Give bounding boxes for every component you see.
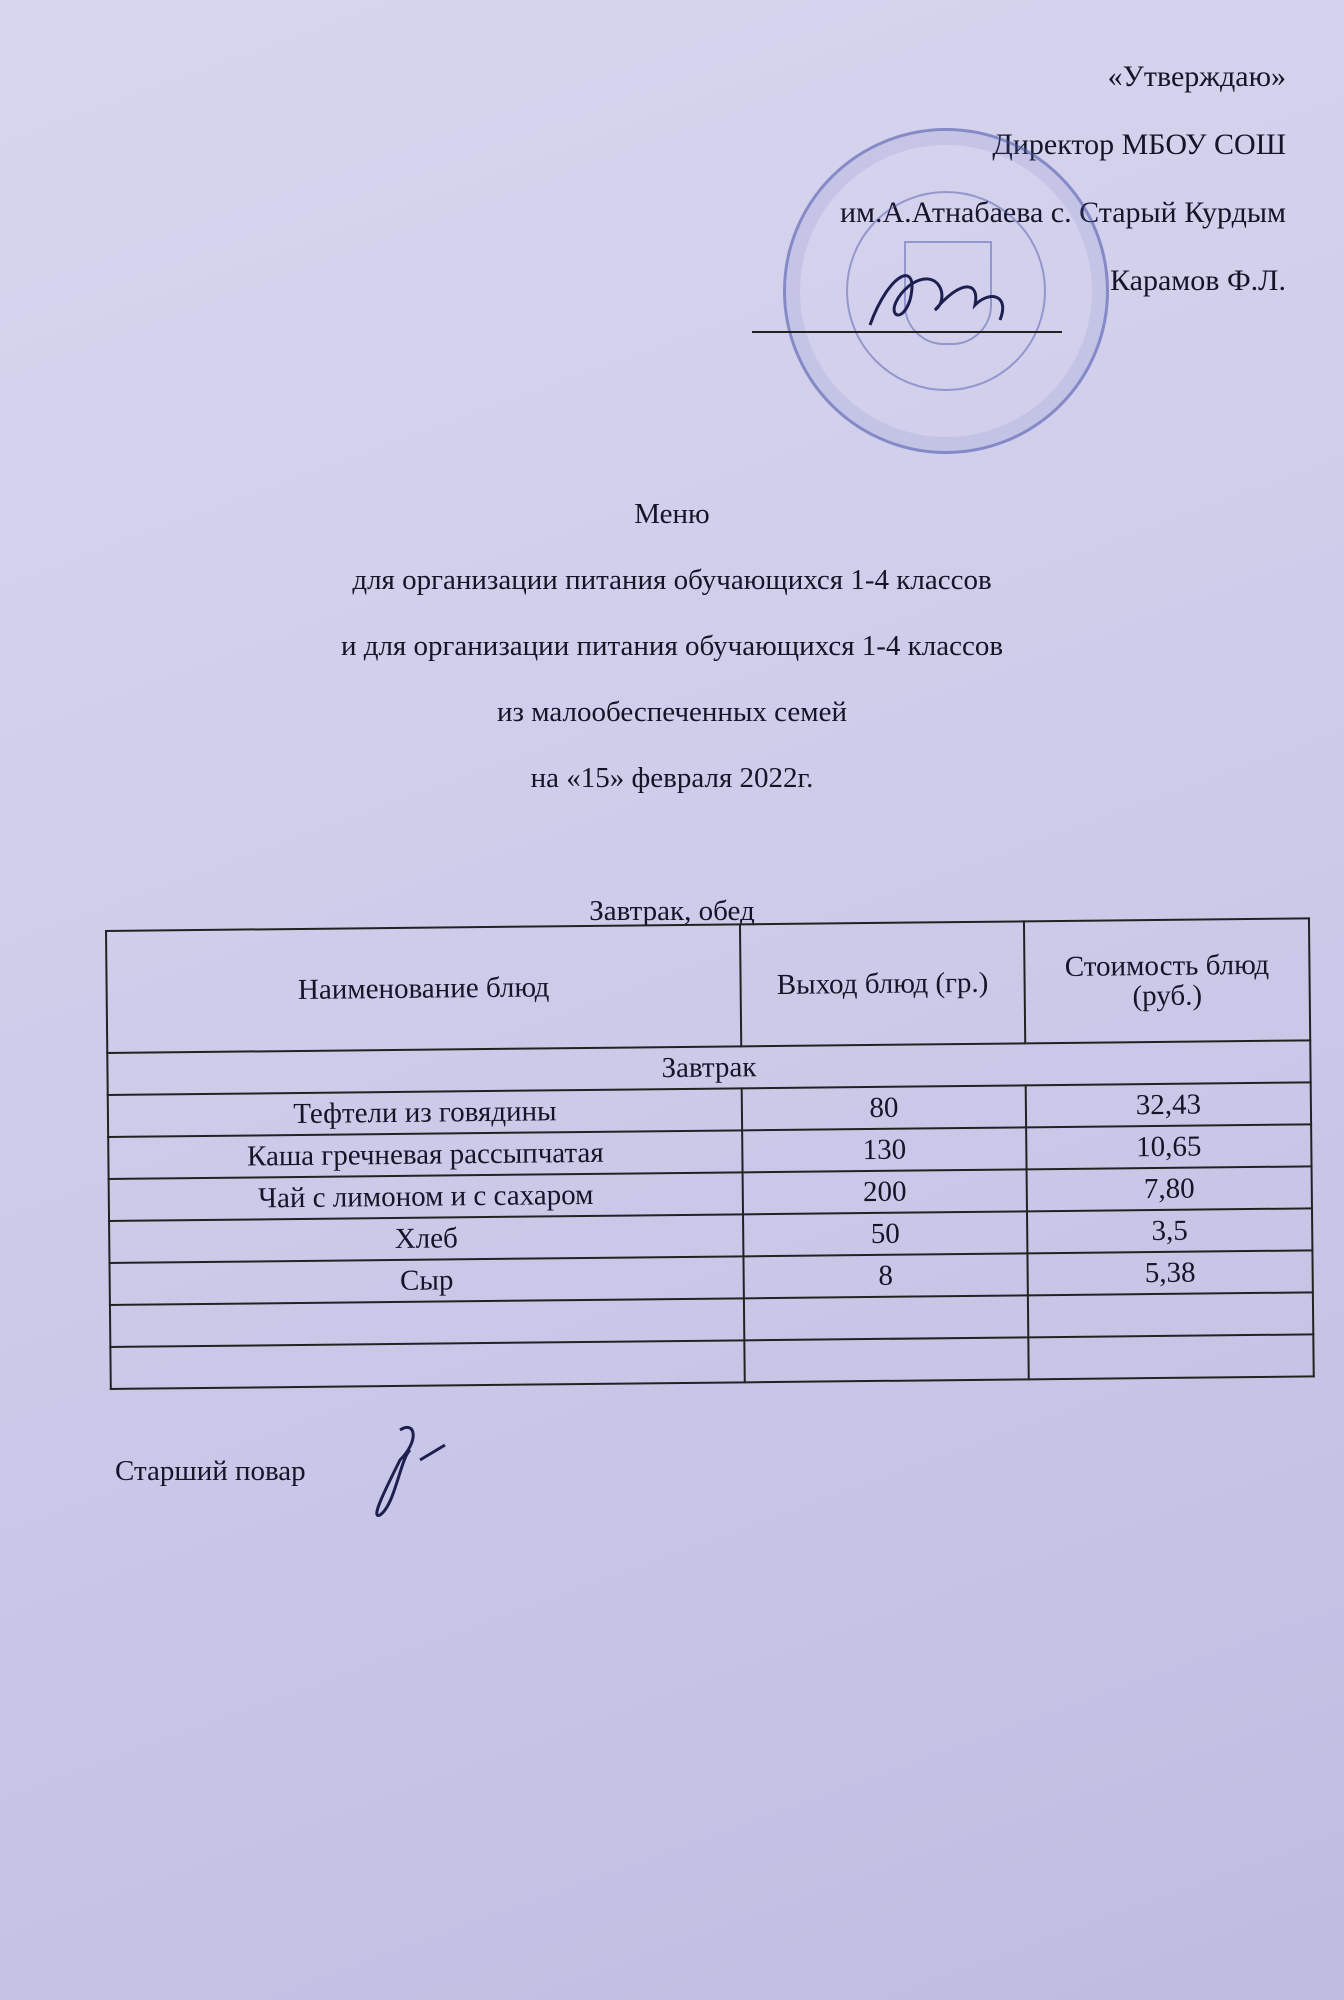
dish-weight xyxy=(744,1337,1028,1382)
dish-cost: 5,38 xyxy=(1027,1250,1312,1295)
dish-weight: 50 xyxy=(743,1211,1027,1256)
menu-table xyxy=(105,917,1315,1390)
dish-cost: 7,80 xyxy=(1027,1166,1312,1211)
dish-name: Хлеб xyxy=(109,1214,743,1263)
header-dish: Наименование блюд xyxy=(106,924,741,1053)
dish-cost xyxy=(1028,1334,1313,1379)
table-header-row xyxy=(106,918,1310,1053)
meal-type: Завтрак, обед xyxy=(589,895,755,927)
dish-weight: 200 xyxy=(743,1169,1027,1214)
cook-label: Старший повар xyxy=(115,1455,306,1487)
approval-name: Карамов Ф.Л. xyxy=(1110,264,1286,297)
dish-cost: 3,5 xyxy=(1027,1208,1312,1253)
dish-name: Чай с лимоном и с сахаром xyxy=(109,1172,743,1221)
document-title xyxy=(0,500,1344,830)
title-line: для организации питания обучающихся 1-4 классов xyxy=(352,564,992,596)
dish-weight: 8 xyxy=(743,1253,1027,1298)
dish-name: Тефтели из говядины xyxy=(108,1088,742,1137)
dish-cost: 10,65 xyxy=(1026,1124,1311,1169)
title-line: и для организации питания обучающихся 1-4 классов xyxy=(340,630,1004,662)
approval-position: Директор МБОУ СОШ xyxy=(992,128,1286,161)
dish-weight xyxy=(744,1295,1028,1340)
dish-name xyxy=(110,1340,744,1389)
approval-school: им.А.Атнабаева с. Старый Курдым xyxy=(839,196,1286,229)
header-weight: Выход блюд (гр.) xyxy=(740,921,1025,1046)
dish-name xyxy=(110,1298,744,1347)
title-line: из малообеспеченных семей xyxy=(496,696,848,728)
dish-cost: 32,43 xyxy=(1026,1082,1311,1127)
dish-name: Каша гречневая рассыпчатая xyxy=(108,1130,742,1179)
dish-cost xyxy=(1028,1292,1313,1337)
header-cost: Стоимость блюд (руб.) xyxy=(1024,918,1310,1043)
title-date: на «15» февраля 2022г. xyxy=(530,762,814,794)
director-signature xyxy=(850,250,1030,340)
approval-heading: «Утверждаю» xyxy=(1107,60,1286,93)
dish-weight: 80 xyxy=(742,1085,1026,1130)
dish-name: Сыр xyxy=(109,1256,743,1305)
section-label: Завтрак xyxy=(107,1040,1310,1095)
title-line: Меню xyxy=(634,498,710,530)
cook-signature xyxy=(360,1420,460,1530)
dish-weight: 130 xyxy=(742,1127,1026,1172)
